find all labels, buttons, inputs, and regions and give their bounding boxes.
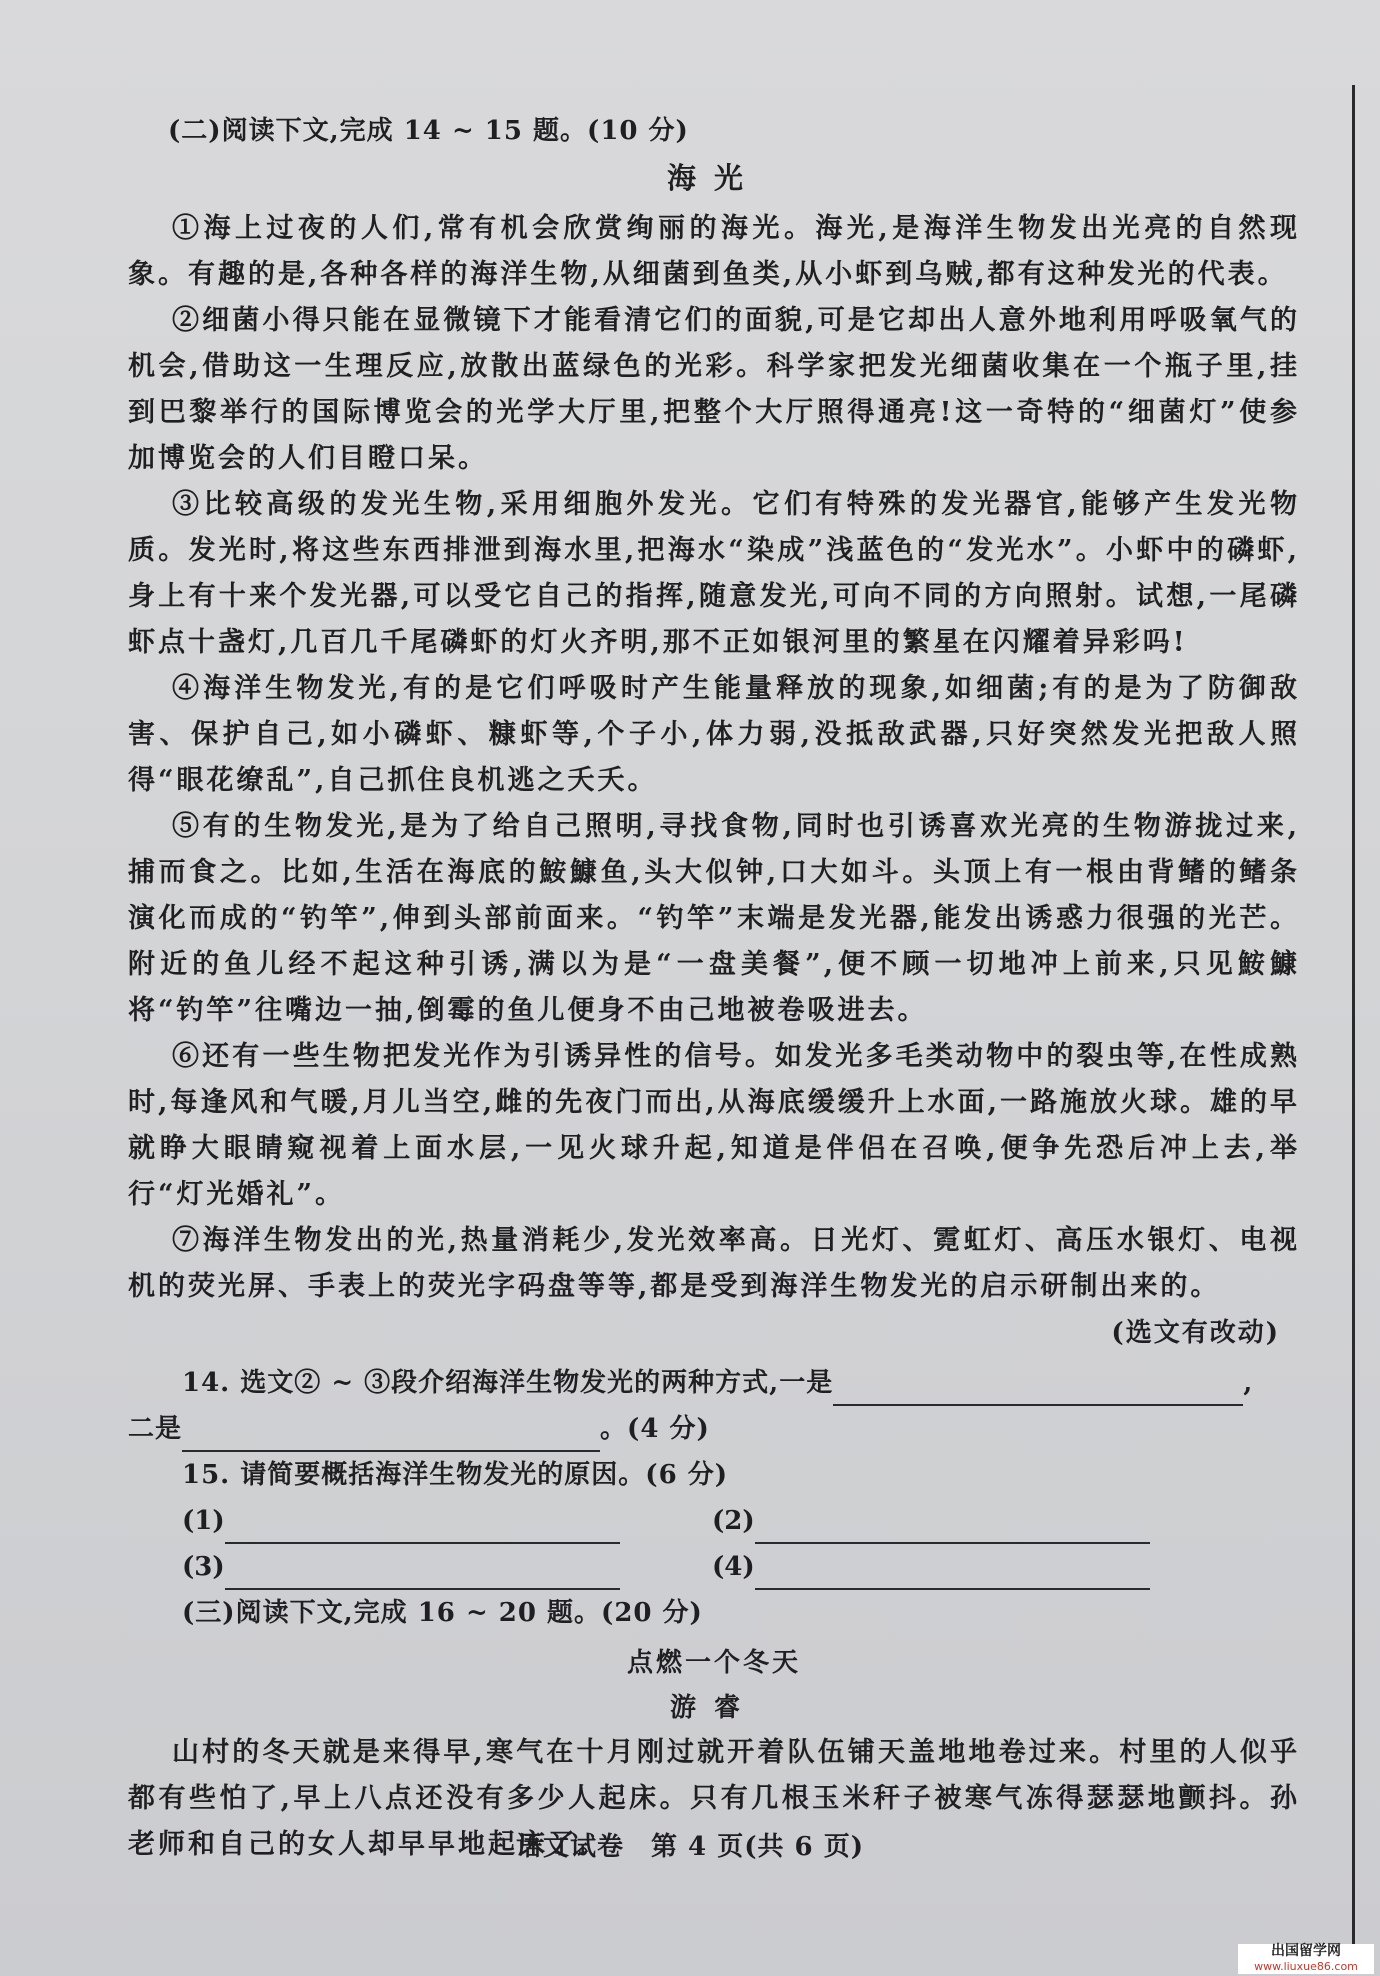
question-14-score: 。(4 分): [600, 1414, 710, 1444]
paragraph-6: ⑥还有一些生物把发光作为引诱异性的信号。如发光多毛类动物中的裂虫等,在性成熟时,每逢风和气暖,月儿当空,雌的先夜门而出,从海底缓缓升上水面,一路施放火球。雄的早就睁大眼睛窥视着上面水层,一见火球升起,知道是伴侣在召唤,便争先恐后冲上去,举行“灯光婚礼”。: [128, 1041, 1300, 1210]
answer-item: [182, 1544, 712, 1590]
story-author: 游睿: [669, 1693, 758, 1723]
answer-label: (2): [712, 1506, 755, 1536]
question-14-text: 14. 选文② ~ ③段介绍海洋生物发光的两种方式,一是: [182, 1368, 834, 1398]
question-14-comma: ,: [1243, 1368, 1254, 1398]
answer-label: (1): [182, 1506, 225, 1536]
paragraph-1: ①海上过夜的人们,常有机会欣赏绚丽的海光。海光,是海洋生物发出光亮的自然现象。有趣的是,各种各样的海洋生物,从细菌到鱼类,从小虾到乌贼,都有这种发光的代表。: [128, 213, 1300, 290]
answer-blank-15-4[interactable]: [755, 1558, 1150, 1590]
story-title: 点燃一个冬天: [626, 1648, 801, 1678]
page-footer: 语文试卷 第 4 页(共 6 页): [516, 1832, 864, 1862]
page-border-line: [1352, 85, 1355, 1945]
answer-label: (4): [712, 1552, 755, 1582]
passage-title: 海光: [666, 161, 761, 195]
answer-blank-15-1[interactable]: [225, 1512, 620, 1544]
answer-blank-15-3[interactable]: [225, 1558, 620, 1590]
answer-label: (3): [182, 1552, 225, 1582]
paragraph-2: ②细菌小得只能在显微镜下才能看清它们的面貌,可是它却出人意外地利用呼吸氧气的机会,借助这一生理反应,放散出蓝绿色的光彩。科学家把发光细菌收集在一个瓶子里,挂到巴黎举行的国际博览会的光学大厅里,把整个大厅照得通亮!这一奇特的“细菌灯”使参加博览会的人们目瞪口呆。: [128, 305, 1300, 474]
answer-blank-14a[interactable]: [833, 1374, 1243, 1406]
answer-blank-15-2[interactable]: [755, 1512, 1150, 1544]
watermark-url: www.liuxue86.com: [1254, 1960, 1358, 1973]
watermark-name: 出国留学网: [1271, 1943, 1341, 1959]
paragraph-4: ④海洋生物发光,有的是它们呼吸时产生能量释放的现象,如细菌;有的是为了防御敌害、保护自己,如小磷虾、糠虾等,个子小,体力弱,没抵敌武器,只好突然发光把敌人照得“眼花缭乱”,自己抓住良机逃之夭夭。: [128, 673, 1300, 796]
question-15: 15. 请简要概括海洋生物发光的原因。(6 分): [182, 1460, 729, 1490]
paragraph-3: ③比较高级的发光生物,采用细胞外发光。它们有特殊的发光器官,能够产生发光物质。发光时,将这些东西排泄到海水里,把海水“染成”浅蓝色的“发光水”。小虾中的磷虾,身上有十来个发光器,可以受它自己的指挥,随意发光,可向不同的方向照射。试想,一尾磷虾点十盏灯,几百几千尾磷虾的灯火齐明,那不正如银河里的繁星在闪耀着异彩吗!: [128, 489, 1300, 658]
page-content: [128, 108, 1300, 1868]
question-14-line-2: [128, 1406, 1300, 1452]
question-14: [182, 1360, 1300, 1406]
answer-item: [712, 1498, 1212, 1544]
paragraph-5: ⑤有的生物发光,是为了给自己照明,寻找食物,同时也引诱喜欢光亮的生物游拢过来,捕而食之。比如,生活在海底的鮟鱇鱼,头大似钟,口大如斗。头顶上有一根由背鳍的鳍条演化而成的“钓竿”,伸到头部前面来。“钓竿”末端是发光器,能发出诱惑力很强的光芒。附近的鱼儿经不起这种引诱,满以为是“一盘美餐”,便不顾一切地冲上前来,只见鮟鱇将“钓竿”往嘴边一抽,倒霉的鱼儿便身不由己地被卷吸进去。: [128, 811, 1300, 1026]
answer-blank-14b[interactable]: [182, 1420, 600, 1452]
section-3-heading: (三)阅读下文,完成 16 ~ 20 题。(20 分): [182, 1598, 703, 1628]
section-2-heading: (二)阅读下文,完成 14 ~ 15 题。(10 分): [168, 116, 689, 146]
question-14-second-label: 二是: [128, 1414, 183, 1444]
question-15-answers: [182, 1498, 1300, 1590]
site-watermark: [1238, 1944, 1374, 1974]
answer-item: [182, 1498, 712, 1544]
source-note: (选文有改动): [1111, 1318, 1280, 1348]
paragraph-7: ⑦海洋生物发出的光,热量消耗少,发光效率高。日光灯、霓虹灯、高压水银灯、电视机的荧光屏、手表上的荧光字码盘等等,都是受到海洋生物发光的启示研制出来的。: [128, 1225, 1300, 1302]
answer-item: [712, 1544, 1212, 1590]
story-opening-paragraph: 山村的冬天就是来得早,寒气在十月刚过就开着队伍铺天盖地地卷过来。村里的人似乎都有些怕了,早上八点还没有多少人起床。只有几根玉米秆子被寒气冻得瑟瑟地颤抖。孙老师和自己的女人却早早地起床了。: [128, 1737, 1300, 1860]
